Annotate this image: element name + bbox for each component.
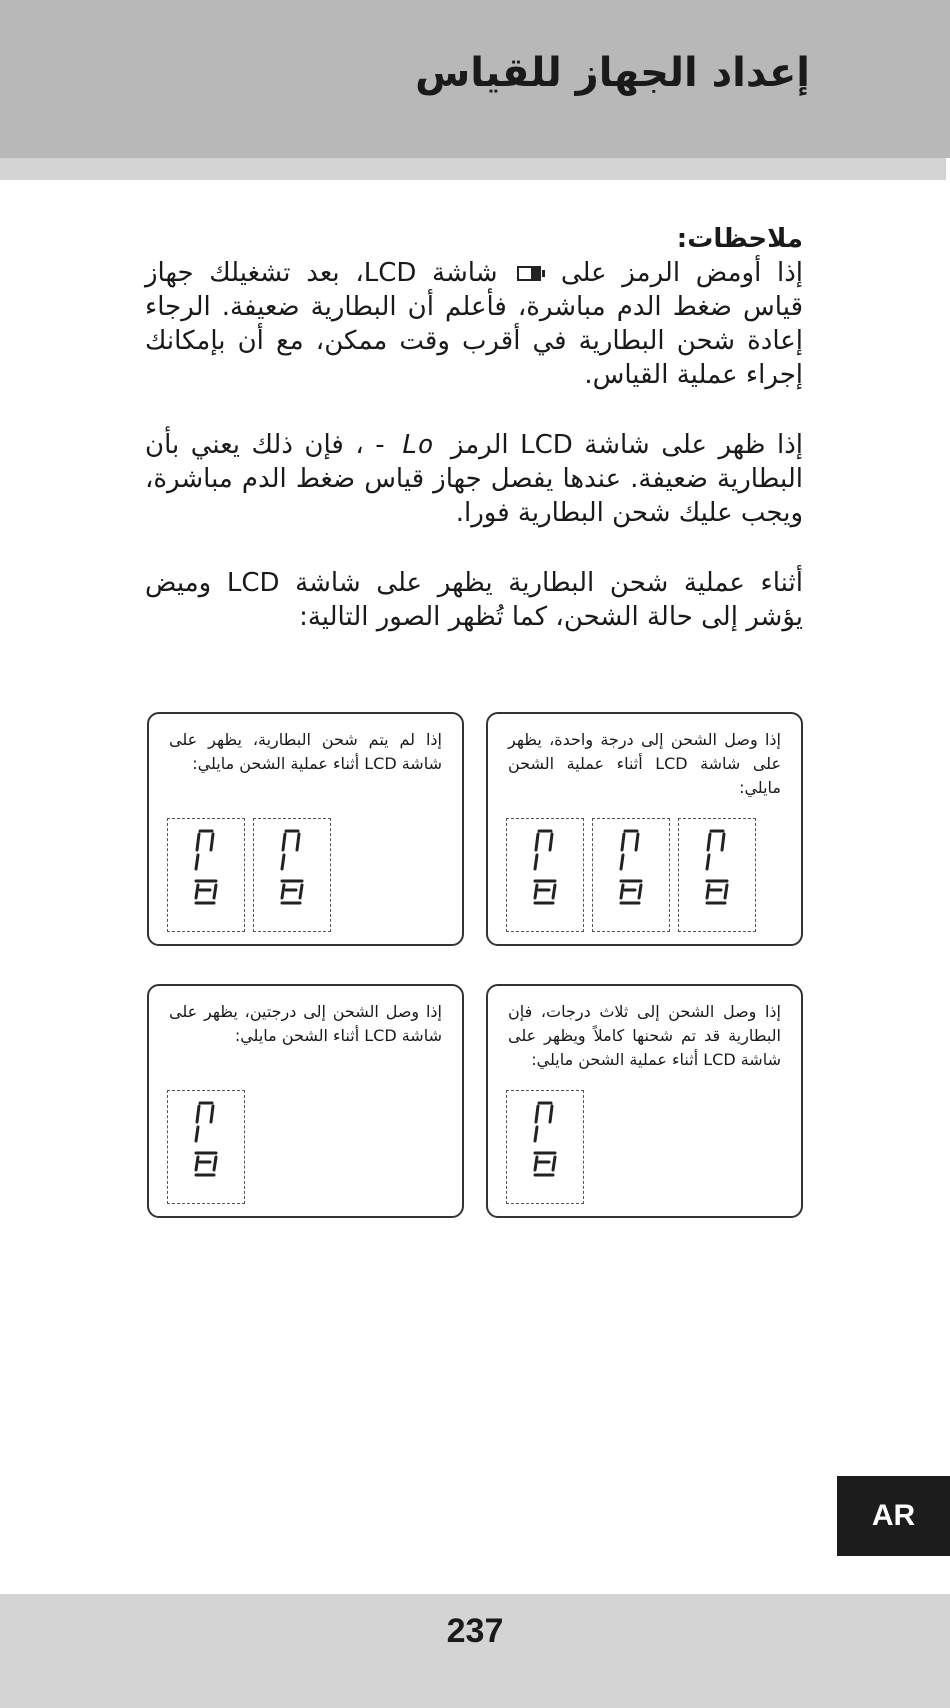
panel-text: إذا وصل الشحن إلى درجتين، يظهر على شاشة LCD أثناء الشحن مايلي: bbox=[169, 1002, 442, 1045]
lcd-row bbox=[167, 818, 331, 932]
notes-heading: ملاحظات: bbox=[676, 224, 803, 254]
para1-part-2: شاشة LCD، بعد تشغيلك جهاز قياس ضغط الدم مباشرة، فأعلم أن البطارية ضعيفة. الرجاء إعادة شحن البطارية في أقرب وقت ممكن، مع أن بإمكانك إجراء عملية القياس. bbox=[145, 258, 803, 390]
battery-lcd-icon bbox=[506, 1090, 584, 1204]
charge-panel-not-charged bbox=[147, 712, 464, 946]
charge-panel-full bbox=[486, 984, 803, 1218]
header-strip bbox=[0, 158, 946, 180]
page-number: 237 bbox=[446, 1612, 504, 1650]
battery-lcd-icon bbox=[506, 818, 584, 932]
battery-lcd-icon bbox=[167, 818, 245, 932]
lcd-row bbox=[506, 1090, 584, 1204]
battery-lcd-icon bbox=[592, 818, 670, 932]
panel-text: إذا لم يتم شحن البطارية، يظهر على شاشة LCD أثناء عملية الشحن مايلي: bbox=[169, 730, 442, 773]
para2-part-1: إذا ظهر على شاشة LCD الرمز bbox=[450, 430, 803, 460]
battery-lcd-icon bbox=[253, 818, 331, 932]
notes-paragraph-1 bbox=[145, 256, 803, 392]
page-title: إعداد الجهاز للقياس bbox=[415, 50, 810, 96]
notes-block bbox=[145, 222, 803, 392]
panel-text: إذا وصل الشحن إلى درجة واحدة، يظهر على شاشة LCD أثناء عملية الشحن مايلي: bbox=[508, 730, 782, 797]
panel-text: إذا وصل الشحن إلى ثلاث درجات، فإن البطارية قد تم شحنها كاملاً ويظهر على شاشة LCD أثناء عملية الشحن مايلي: bbox=[508, 1002, 781, 1069]
language-badge: AR bbox=[837, 1476, 950, 1556]
notes-paragraph-2 bbox=[145, 428, 803, 530]
battery-lcd-icon bbox=[678, 818, 756, 932]
para2-part-2: - ، فإن ذلك يعني بأن البطارية ضعيفة. عندها يفصل جهاز قياس ضغط الدم مباشرة، ويجب عليك شحن البطارية فورا. bbox=[145, 430, 803, 528]
lcd-row bbox=[167, 1090, 245, 1204]
charge-panel-two-levels bbox=[147, 984, 464, 1218]
battery-lcd-icon bbox=[167, 1090, 245, 1204]
notes-paragraph-3: أثناء عملية شحن البطارية يظهر على شاشة LCD وميض يؤشر إلى حالة الشحن، كما تُظهر الصور التالية: bbox=[145, 568, 803, 632]
lo-symbol: Lo bbox=[402, 430, 434, 460]
para1-part-1: إذا أومض الرمز على bbox=[560, 258, 803, 288]
charge-panel-one-level bbox=[486, 712, 803, 946]
lcd-row bbox=[506, 818, 756, 932]
battery-icon bbox=[517, 266, 541, 281]
